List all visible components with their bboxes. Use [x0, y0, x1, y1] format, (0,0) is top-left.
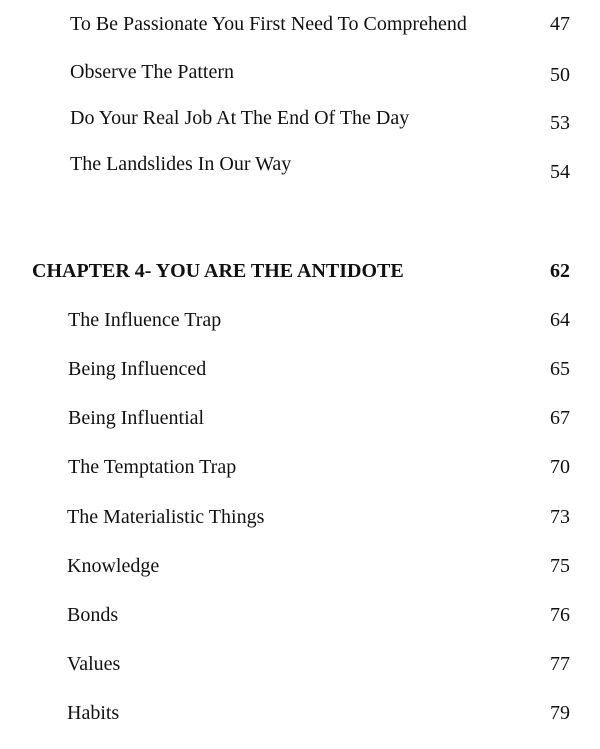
- toc-entry: [0, 698, 600, 728]
- toc-entry: [0, 305, 600, 335]
- toc-entry-title: To Be Passionate You First Need To Comprehend: [70, 13, 467, 35]
- toc-entry: [0, 502, 600, 532]
- toc-entry-page: 64: [550, 309, 570, 331]
- toc-entry-page: 65: [550, 358, 570, 380]
- toc-entry: [0, 57, 600, 87]
- toc-entry-title: Do Your Real Job At The End Of The Day: [70, 107, 410, 129]
- toc-entry-page: 73: [550, 506, 570, 528]
- toc-entry: [0, 649, 600, 679]
- toc-entry-title: Observe The Pattern: [70, 61, 235, 83]
- toc-entry-page: 79: [550, 702, 570, 724]
- toc-entry-page: 70: [550, 456, 570, 478]
- chapter-page: 62: [550, 260, 570, 282]
- toc-entry: [0, 551, 600, 581]
- toc-entry: [0, 600, 600, 630]
- toc-entry-title: Knowledge: [67, 555, 160, 577]
- toc-entry: [0, 9, 600, 39]
- toc-entry-page: 67: [550, 407, 570, 429]
- toc-entry: [0, 452, 600, 482]
- toc-entry-page: 75: [550, 555, 570, 577]
- toc-entry: [0, 149, 600, 183]
- toc-entry-title: The Temptation Trap: [68, 456, 237, 478]
- toc-entry-title: Bonds: [67, 604, 119, 626]
- toc-entry-title: The Landslides In Our Way: [70, 153, 292, 175]
- toc-entry-title: Being Influential: [68, 407, 205, 429]
- toc-entry-title: Habits: [67, 702, 120, 724]
- toc-entry-title: Values: [67, 653, 121, 675]
- toc-entry-page: 76: [550, 604, 570, 626]
- toc-entry-page: 77: [550, 653, 570, 675]
- toc-entry-title: The Materialistic Things: [67, 506, 265, 528]
- toc-entry: [0, 403, 600, 433]
- toc-entry: [0, 103, 600, 133]
- toc-entry-title: Being Influenced: [68, 358, 207, 380]
- chapter-title: CHAPTER 4- YOU ARE THE ANTIDOTE: [32, 260, 404, 282]
- toc-entry-page: 50: [550, 64, 570, 86]
- toc-entry: [0, 354, 600, 384]
- toc-entry-title: The Influence Trap: [68, 309, 222, 331]
- toc-entry-page: 54: [550, 161, 570, 183]
- toc-entry-page: 53: [550, 112, 570, 134]
- toc-entry-page: 47: [550, 13, 570, 35]
- chapter-heading: [0, 256, 600, 286]
